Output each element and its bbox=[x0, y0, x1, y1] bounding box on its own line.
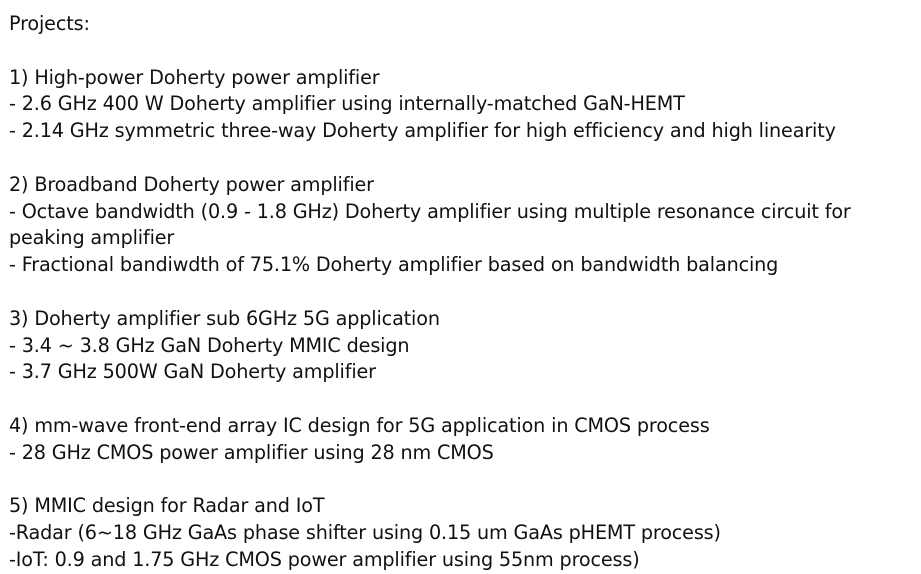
project-item: - 3.4 ~ 3.8 GHz GaN Doherty MMIC design bbox=[9, 333, 410, 357]
projects-document bbox=[9, 11, 909, 574]
project-title: 3) Doherty amplifier sub 6GHz 5G application bbox=[9, 306, 440, 330]
project-item: - 28 GHz CMOS power amplifier using 28 nm CMOS bbox=[9, 440, 494, 464]
project-title: 2) Broadband Doherty power amplifier bbox=[9, 172, 374, 196]
project-title: 1) High-power Doherty power amplifier bbox=[9, 65, 380, 89]
project-item: -IoT: 0.9 and 1.75 GHz CMOS power amplifier using 55nm process) bbox=[9, 547, 640, 571]
project-3 bbox=[9, 306, 909, 386]
project-item-continuation: peaking amplifier bbox=[9, 226, 175, 250]
blank-line bbox=[9, 145, 909, 172]
project-5 bbox=[9, 493, 909, 573]
project-item: -Radar (6~18 GHz GaAs phase shifter using 0.15 um GaAs pHEMT process) bbox=[9, 521, 721, 545]
project-title: 5) MMIC design for Radar and IoT bbox=[9, 494, 325, 518]
project-1 bbox=[9, 65, 909, 145]
project-item: - Octave bandwidth (0.9 - 1.8 GHz) Doherty amplifier using multiple resonance circuit for bbox=[9, 199, 851, 223]
blank-line bbox=[9, 279, 909, 306]
project-item: - 2.6 GHz 400 W Doherty amplifier using internally-matched GaN-HEMT bbox=[9, 92, 685, 116]
blank-line bbox=[9, 467, 909, 494]
project-4 bbox=[9, 413, 909, 467]
blank-line bbox=[9, 38, 909, 65]
project-item: - 3.7 GHz 500W GaN Doherty amplifier bbox=[9, 360, 376, 384]
projects-heading: Projects: bbox=[9, 12, 90, 35]
project-item: - Fractional bandiwdth of 75.1% Doherty amplifier based on bandwidth balancing bbox=[9, 253, 779, 277]
project-title: 4) mm-wave front-end array IC design for 5G application in CMOS process bbox=[9, 413, 710, 437]
blank-line bbox=[9, 386, 909, 413]
project-2 bbox=[9, 172, 909, 279]
project-item: - 2.14 GHz symmetric three-way Doherty amplifier for high efficiency and high linearity bbox=[9, 119, 836, 143]
